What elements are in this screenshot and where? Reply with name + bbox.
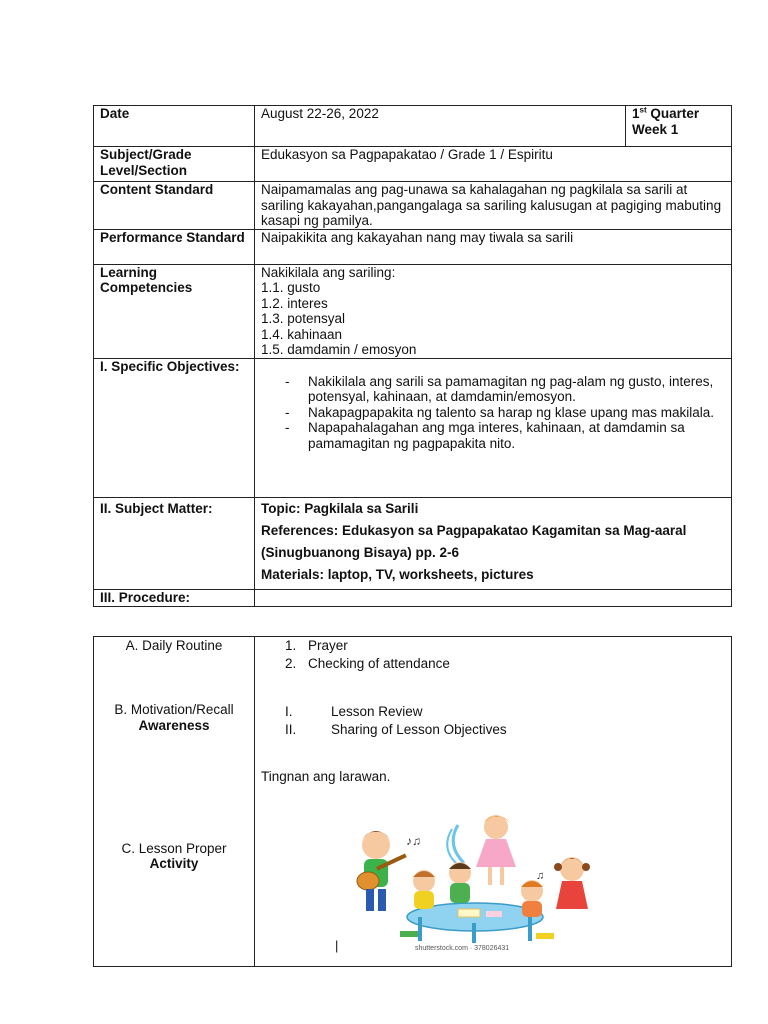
procedure-empty-cell — [255, 589, 732, 606]
week-label: Week 1 — [632, 121, 679, 137]
svg-text:♪♫: ♪♫ — [406, 834, 421, 848]
references: References: Edukasyon sa Pagpapakatao Kagamitan sa Mag-aaral (Sinugbuanong Bisaya) pp. 2-6 — [261, 522, 687, 560]
date-value: August 22-26, 2022 — [255, 106, 626, 147]
procedure-steps-cell — [94, 637, 255, 967]
topic: Topic: Pagkilala sa Sarili — [261, 500, 419, 516]
quarter-num: 1 — [632, 106, 640, 121]
learning-competencies-label: Learning Competencies — [94, 264, 255, 358]
learning-item: 1.3. potensyal — [261, 311, 346, 326]
objective-item: - Nakikilala ang sarili sa pamamagitan ng pag-alam ng gusto, interes, potensyal, kahinaan, at damdamin/emosyon. — [285, 373, 714, 404]
activity-label: Activity — [149, 856, 199, 871]
learning-item: 1.5. damdamin / emosyon — [261, 342, 417, 357]
quarter-word: Quarter — [646, 106, 700, 121]
learning-item: 1.1. gusto — [261, 280, 321, 295]
date-label: Date — [94, 106, 255, 147]
objective-item: - Nakapagpapakita ng talento sa harap ng klase upang mas makilala. — [285, 404, 715, 420]
text-cursor: | — [335, 938, 339, 953]
specific-objectives-value — [255, 358, 732, 497]
learning-item: 1.4. kahinaan — [261, 326, 343, 342]
learning-intro: Nakikilala ang sariling: — [261, 264, 396, 280]
quarter-cell — [626, 106, 732, 147]
svg-text:♫: ♫ — [536, 870, 545, 882]
lesson-proper-label: C. Lesson Proper — [121, 841, 227, 856]
procedure-details-cell — [255, 637, 732, 967]
performance-standard-value: Naipakikita ang kakayahan nang may tiwala sa sarili — [255, 229, 732, 264]
procedure-table — [93, 636, 732, 967]
motivation-item: II. Sharing of Lesson Objectives — [285, 721, 507, 737]
routine-list — [261, 638, 725, 671]
subject-label: Subject/Grade Level/Section — [94, 147, 255, 182]
motivation-list — [261, 704, 725, 737]
objective-item: - Napapahalagahan ang mga interes, kahinaan, at damdamin sa pamamagitan ng pagpapakita nito. — [285, 420, 685, 451]
learning-competencies-value — [255, 264, 732, 358]
image-watermark: shutterstock.com · 378026431 — [415, 945, 510, 952]
awareness-label: Awareness — [138, 718, 210, 733]
specific-objectives-label: I. Specific Objectives: — [94, 358, 255, 497]
objectives-list — [261, 374, 725, 452]
performance-standard-label: Performance Standard — [94, 229, 255, 264]
subject-value: Edukasyon sa Pagpapakatao / Grade 1 / Espiritu — [255, 147, 732, 182]
motivation-label: B. Motivation/Recall — [114, 702, 234, 717]
materials: Materials: laptop, TV, worksheets, pictures — [261, 566, 534, 582]
content-standard-value: Naipamamalas ang pag-unawa sa kahalagahan ng pagkilala sa sarili at sariling kakayahan,pangangalaga sa sariling kalusugan at pagiging mabuting kasapi ng pamilya. — [255, 182, 732, 230]
subject-matter-value — [255, 497, 732, 589]
learning-item: 1.2. interes — [261, 295, 328, 311]
tingnan-text: Tingnan ang larawan. — [261, 769, 391, 784]
motivation-item: I. Lesson Review — [285, 704, 423, 719]
quarter-sup: st — [639, 105, 647, 115]
lesson-plan-table — [93, 105, 732, 607]
routine-item: 2. Checking of attendance — [285, 655, 450, 671]
children-playing-illustration — [340, 805, 600, 955]
subject-matter-label: II. Subject Matter: — [94, 497, 255, 589]
daily-routine-label: A. Daily Routine — [125, 638, 223, 653]
routine-item: 1. Prayer — [285, 638, 348, 653]
procedure-label: III. Procedure: — [94, 589, 255, 606]
content-standard-label: Content Standard — [94, 182, 255, 230]
